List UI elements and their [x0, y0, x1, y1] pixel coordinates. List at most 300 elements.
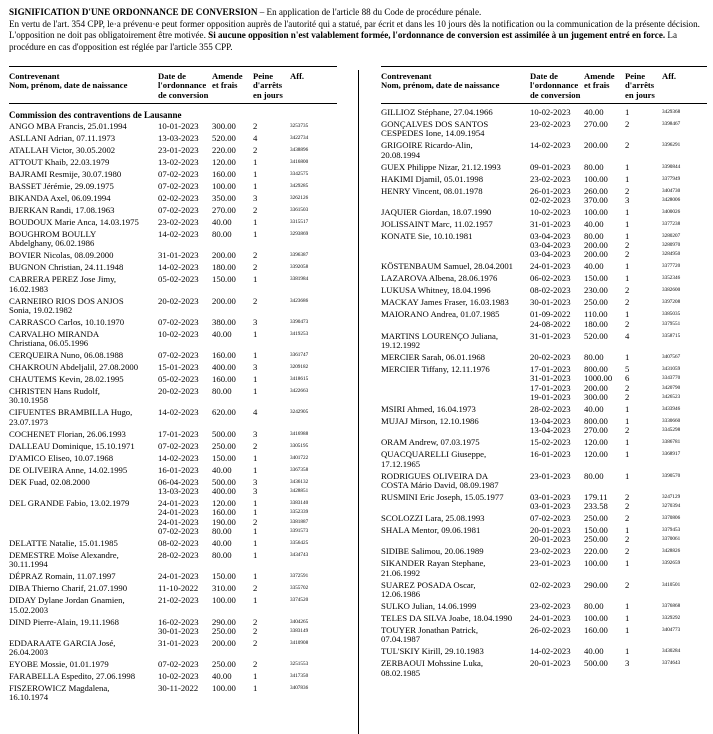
- detention-days: 3: [253, 486, 258, 497]
- fine-amount: 500.00: [584, 658, 608, 669]
- case-number: 3352346: [662, 275, 681, 282]
- fine-amount: 200.00: [212, 250, 236, 261]
- order-date: 20-01-2023: [530, 534, 571, 545]
- offender-name: [9, 387, 100, 406]
- offender-name-line: DEMESTRE Moïse Alexandre,: [9, 549, 119, 560]
- case-number: 3329292: [662, 615, 681, 622]
- case-number: 3396291: [662, 142, 681, 149]
- detention-days: 1: [253, 571, 258, 582]
- case-number: 3242905: [290, 409, 309, 416]
- order-date: 16-01-2023: [158, 464, 199, 475]
- offender-name-line: CHAKROUN Abdeljalil, 27.08.2000: [9, 362, 139, 373]
- case-number: 3382600: [662, 287, 681, 294]
- offender-name: [381, 547, 484, 556]
- offender-name: [9, 122, 127, 131]
- fine-amount: 500.00: [212, 428, 236, 439]
- detention-days: 1: [625, 403, 630, 414]
- detention-days: 2: [625, 249, 630, 260]
- entry-row: [9, 275, 337, 296]
- detention-days: 2: [625, 119, 630, 129]
- header-days: Peine d'arrêts en jours: [625, 71, 655, 100]
- detention-days: 1: [253, 374, 258, 385]
- entry-row: [381, 559, 707, 580]
- offender-name-line: COCHENET Florian, 26.06.1993: [9, 428, 126, 439]
- fine-amount: 300.00: [212, 121, 236, 131]
- header-name: Contrevenant Nom, prénom, date de naissance: [9, 71, 128, 91]
- offender-name: [381, 450, 486, 469]
- fine-amount: 400.00: [212, 362, 236, 373]
- order-date: 03-04-2023: [530, 240, 571, 251]
- entry-row: [9, 430, 337, 442]
- header-days: Peine d'arrêts en jours: [253, 71, 283, 100]
- case-number: 3428826: [662, 548, 681, 555]
- case-number: 3434743: [290, 551, 309, 558]
- case-number: 3381984: [290, 276, 309, 283]
- fine-amount: 100.00: [212, 181, 236, 191]
- offender-name-line: DÉPRAZ Romain, 11.07.1997: [9, 571, 116, 582]
- offender-name-line: DALLEAU Dominique, 15.10.1971: [9, 440, 135, 451]
- case-number: 3400026: [662, 208, 681, 215]
- offender-name-line: ORAM Andrew, 07.03.1975: [381, 437, 480, 448]
- detention-days: 1: [625, 558, 630, 569]
- entry-row: [381, 232, 707, 263]
- offender-name: [381, 417, 479, 426]
- offender-name-line: ATTOUT Khaib, 22.03.1979: [9, 157, 110, 167]
- entry-row: [381, 163, 707, 175]
- fine-amount: 230.00: [584, 285, 608, 296]
- case-number: 3416800: [290, 159, 309, 165]
- entry-row: [9, 330, 337, 351]
- case-number: 3356425: [290, 539, 309, 546]
- offender-name-line: ASLLANI Adrian, 07.11.1973: [9, 133, 116, 143]
- offender-name-line: ATALLAH Victor, 30.05.2002: [9, 145, 116, 155]
- case-number: 3431059: [662, 366, 681, 373]
- fine-amount: 250.00: [584, 534, 608, 545]
- fine-amount: 200.00: [584, 240, 608, 251]
- detention-days: 2: [625, 140, 630, 151]
- order-date: 30-01-2023: [158, 625, 199, 636]
- fine-amount: 40.00: [584, 261, 604, 272]
- case-number: 3401722: [290, 454, 309, 461]
- fine-amount: 80.00: [212, 549, 232, 560]
- fine-amount: 350.00: [212, 193, 236, 203]
- entry-row: [381, 187, 707, 208]
- offender-name-line: Sonia, 19.02.1982: [9, 304, 73, 315]
- detention-days: 1: [625, 218, 630, 229]
- case-number: 3404730: [662, 187, 681, 194]
- header-aff: Aff.: [290, 71, 305, 81]
- detention-days: 2: [253, 121, 258, 131]
- case-number: 3423686: [290, 297, 309, 304]
- fine-amount: 150.00: [212, 571, 236, 582]
- entry-row: [381, 526, 707, 547]
- case-number: 3392058: [290, 264, 309, 271]
- entry-row: [381, 581, 707, 602]
- order-date: 13-02-2023: [158, 157, 199, 167]
- offender-name-line: DIBA Thierno Charif, 21.07.1990: [9, 583, 128, 594]
- case-number: 3410908: [290, 639, 309, 646]
- detention-days: 2: [253, 637, 258, 648]
- case-number: 3342575: [290, 171, 309, 177]
- offender-name: [381, 647, 484, 656]
- offender-name: [381, 365, 490, 374]
- offender-name-line: 17.12.1965: [381, 458, 421, 469]
- order-date: 09-01-2023: [530, 161, 571, 172]
- detention-days: 1: [625, 161, 630, 172]
- case-number: 3253735: [290, 123, 309, 129]
- case-number: 3429368: [662, 109, 681, 115]
- offender-name: [381, 141, 473, 160]
- offender-name: [9, 684, 109, 703]
- order-date: 20-02-2023: [158, 386, 199, 397]
- offender-name: [381, 262, 513, 271]
- offender-name-line: DELATTE Natalie, 15.01.1985: [9, 537, 118, 548]
- detention-days: 1: [253, 217, 258, 227]
- order-date: 14-02-2023: [530, 140, 571, 151]
- order-date: 24-01-2023: [158, 571, 199, 582]
- case-number: 3385035: [662, 311, 681, 318]
- fine-amount: 290.00: [584, 579, 608, 590]
- offender-name-line: MAIORANO Andrea, 01.07.1985: [381, 309, 500, 320]
- detention-days: 2: [253, 616, 258, 627]
- fine-amount: 80.00: [584, 601, 604, 612]
- offender-name-line: DIND Pierre-Alain, 19.11.1968: [9, 616, 119, 627]
- case-number: 3396387: [290, 252, 309, 259]
- case-number: 3392659: [662, 560, 681, 567]
- case-number: 3379551: [662, 320, 681, 327]
- case-number: 3430284: [662, 648, 681, 655]
- offender-name-line: BUGNON Christian, 24.11.1948: [9, 262, 124, 273]
- case-number: 3377949: [662, 175, 681, 182]
- order-date: 28-02-2023: [530, 403, 571, 414]
- entry-row: [381, 417, 707, 438]
- fine-amount: 179.11: [584, 491, 608, 502]
- fine-amount: 200.00: [584, 249, 608, 260]
- detention-days: 1: [253, 386, 258, 397]
- case-number: 3209182: [290, 364, 309, 371]
- offender-name-line: 23.07.1973: [9, 416, 49, 427]
- column-separator: [358, 70, 359, 734]
- offender-name: [9, 218, 139, 227]
- offender-name: [381, 405, 476, 414]
- offender-name: [9, 275, 116, 294]
- fine-amount: 40.00: [212, 464, 232, 475]
- offender-name-line: GILLIOZ Stéphane, 27.04.1966: [381, 107, 493, 117]
- detention-days: 1: [625, 273, 630, 284]
- order-date: 07-02-2023: [158, 350, 199, 361]
- fine-amount: 80.00: [212, 525, 232, 536]
- fine-amount: 200.00: [212, 295, 236, 306]
- entry-row: [9, 596, 337, 617]
- order-date: 23-02-2023: [530, 119, 571, 129]
- order-date: 03-01-2023: [530, 491, 571, 502]
- offender-name: [381, 274, 497, 283]
- offender-name-line: FISZEROWICZ Magdalena,: [9, 683, 110, 694]
- fine-amount: 250.00: [584, 513, 608, 524]
- detention-days: 1: [253, 464, 258, 475]
- fine-amount: 40.00: [212, 328, 232, 339]
- fine-amount: 400.00: [212, 486, 236, 497]
- offender-name-line: MUJAJ Mirson, 12.10.1986: [381, 415, 479, 426]
- order-date: 17-01-2023: [530, 382, 571, 393]
- order-date: 14-02-2023: [530, 646, 571, 657]
- entry-row: [381, 472, 707, 493]
- order-date: 26-01-2023: [530, 185, 571, 196]
- order-date: 05-02-2023: [158, 274, 199, 285]
- offender-name-line: MERCIER Sarah, 06.01.1968: [381, 352, 486, 363]
- header-name: Contrevenant Nom, prénom, date de naissance: [381, 71, 500, 91]
- case-number: 3330660: [662, 417, 681, 424]
- detention-days: 2: [253, 295, 258, 306]
- case-number: 3305195: [290, 442, 309, 449]
- offender-name-line: CARVALHO MIRANDA: [9, 328, 100, 339]
- case-number: 3420790: [662, 384, 681, 391]
- fine-amount: 160.00: [584, 625, 608, 636]
- offender-name: [381, 187, 483, 196]
- order-date: 10-02-2023: [530, 206, 571, 217]
- offender-name: [9, 442, 135, 451]
- header-amount: Amende et frais: [212, 71, 243, 91]
- fine-amount: 120.00: [584, 437, 608, 448]
- offender-name: [9, 639, 115, 658]
- offender-name: [381, 626, 478, 645]
- offender-name-line: CARNEIRO RIOS DOS ANJOS: [9, 295, 124, 306]
- offender-name: [381, 286, 491, 295]
- case-number: 3390570: [662, 472, 681, 479]
- case-number: 3367358: [290, 466, 309, 473]
- order-date: 01-09-2022: [530, 309, 571, 320]
- entry-row: [9, 454, 337, 466]
- case-number: 3417350: [290, 673, 309, 680]
- header-date: Date de l'ordonnance de conversion: [158, 71, 209, 100]
- detention-days: 2: [253, 145, 258, 155]
- order-date: 06-02-2023: [530, 273, 571, 284]
- order-date: 08-02-2023: [530, 285, 571, 296]
- detention-days: 1: [253, 549, 258, 560]
- entry-row: [381, 493, 707, 514]
- offender-name-line: CESPEDES Ione, 14.09.1954: [381, 128, 485, 139]
- offender-name-line: RODRIGUES OLIVEIRA DA: [381, 470, 489, 481]
- order-date: 17-01-2023: [158, 428, 199, 439]
- offender-name: [381, 120, 488, 139]
- detention-days: 2: [253, 516, 258, 527]
- case-number: 3251553: [290, 661, 309, 668]
- order-date: 14-02-2023: [158, 407, 199, 418]
- offender-name-line: CHRISTEN Hans Rudolf,: [9, 386, 100, 397]
- case-number: 3422663: [290, 388, 309, 395]
- offender-name: [381, 438, 480, 447]
- offender-name-line: SCOLOZZI Lara, 25.08.1993: [381, 513, 485, 524]
- detention-days: 1: [625, 107, 630, 117]
- order-date: 20-02-2023: [158, 295, 199, 306]
- case-number: 3370061: [662, 536, 681, 543]
- fine-amount: 120.00: [212, 157, 236, 167]
- offender-name: [9, 263, 123, 272]
- fine-amount: 370.00: [584, 194, 608, 205]
- offender-name-line: BJERKAN Randi, 17.08.1963: [9, 205, 115, 215]
- detention-days: 1: [625, 437, 630, 448]
- fine-amount: 180.00: [584, 318, 608, 329]
- case-number: 3355702: [290, 585, 309, 592]
- offender-name-line: EDDARAATE GARCIA José,: [9, 637, 116, 648]
- offender-name: [9, 363, 138, 372]
- offender-name-line: MARTINS LOURENÇO Juliana,: [381, 330, 498, 341]
- case-number: 3436132: [290, 478, 309, 485]
- case-number: 3315517: [290, 219, 309, 225]
- case-number: 3383149: [290, 627, 309, 634]
- detention-days: 1: [625, 309, 630, 320]
- detention-days: 2: [625, 185, 630, 196]
- order-date: 13-04-2023: [530, 425, 571, 436]
- offender-name-line: KÖSTENBAUM Samuel, 28.04.2001: [381, 261, 514, 272]
- offender-name-line: TOUYER Jonathan Patrick,: [381, 625, 479, 636]
- offender-name-line: 16.10.1974: [9, 692, 49, 703]
- order-date: 30-01-2023: [530, 297, 571, 308]
- order-date: 11-10-2022: [158, 583, 199, 594]
- offender-name-line: 12.06.1986: [381, 589, 421, 600]
- offender-name: [381, 514, 485, 523]
- offender-name: [9, 351, 123, 360]
- order-date: 28-02-2023: [158, 549, 199, 560]
- order-date: 21-02-2023: [158, 595, 199, 606]
- fine-amount: 80.00: [212, 229, 232, 239]
- fine-amount: 800.00: [584, 415, 608, 426]
- offender-name-line: TUL'SKIY Kirill, 29.10.1983: [381, 646, 484, 657]
- order-date: 26-02-2023: [530, 625, 571, 636]
- detention-days: 2: [625, 285, 630, 296]
- fine-amount: 120.00: [212, 498, 236, 509]
- order-date: 03-04-2023: [530, 249, 571, 260]
- offender-name: [9, 194, 111, 203]
- case-number: 3404773: [662, 627, 681, 634]
- fine-amount: 310.00: [212, 583, 236, 594]
- order-date: 20-02-2023: [530, 352, 571, 363]
- detention-days: 1: [625, 230, 630, 241]
- offender-name-line: MSIRI Ahmed, 16.04.1973: [381, 403, 476, 414]
- section-title: Commission des contraventions de Lausanne: [9, 110, 182, 120]
- order-date: 05-02-2023: [158, 374, 199, 385]
- offender-name-line: MERCIER Tiffany, 12.11.1976: [381, 364, 490, 375]
- offender-name: [9, 134, 115, 143]
- header-aff: Aff.: [662, 71, 677, 81]
- offender-name: [381, 163, 501, 172]
- detention-days: 2: [625, 425, 630, 436]
- case-number: 3438896: [290, 147, 309, 153]
- case-number: 3247129: [662, 493, 681, 500]
- notice-body-bold: Si aucune opposition n'est valablement formée, l'ordonnance de conversion est assimilée à un jugement entré en force.: [208, 30, 666, 41]
- detention-days: 1: [625, 261, 630, 272]
- fine-amount: 190.00: [212, 516, 236, 527]
- fine-amount: 40.00: [584, 403, 604, 414]
- fine-amount: 150.00: [584, 525, 608, 536]
- offender-name: [381, 298, 509, 307]
- offender-name-line: MACKAY James Fraser, 16.03.1983: [381, 297, 509, 308]
- order-date: 31-01-2023: [530, 330, 571, 341]
- notice-body: En vertu de l'art. 354 CPP, le·a prévenu·e peut former opposition auprès de l'autorité qui a statué, par écrit et dans les 10 jours dès la notification ou la communication de la présente décision. L'opposition ne doit pas obligatoirement être motivée.: [9, 18, 700, 41]
- case-number: 3433946: [662, 405, 681, 412]
- detention-days: 1: [625, 206, 630, 217]
- fine-amount: 40.00: [212, 217, 232, 227]
- fine-amount: 180.00: [212, 262, 236, 273]
- offender-name: [9, 158, 109, 167]
- offender-name: [9, 430, 126, 439]
- fine-amount: 800.00: [584, 364, 608, 375]
- order-date: 07-02-2023: [158, 205, 199, 215]
- offender-name: [9, 408, 132, 427]
- fine-amount: 160.00: [212, 169, 236, 179]
- case-number: 3390844: [662, 163, 681, 170]
- fine-amount: 620.00: [212, 407, 236, 418]
- offender-name-line: ANGO MBA Francis, 25.01.1994: [9, 121, 127, 131]
- intro-notice: [9, 7, 704, 54]
- detention-days: 2: [253, 250, 258, 261]
- offender-name-line: JAQUIER Giordan, 18.07.1990: [381, 206, 492, 217]
- detention-days: 2: [625, 391, 630, 402]
- offender-name: [9, 466, 127, 475]
- order-date: 19-01-2023: [530, 391, 571, 402]
- offender-name-line: JOLISSAINT Marc, 11.02.1957: [381, 218, 493, 229]
- entry-row: [9, 499, 337, 539]
- case-number: 3377720: [662, 263, 681, 270]
- detention-days: 2: [625, 546, 630, 557]
- table-header-right: [381, 70, 707, 104]
- detention-days: 1: [625, 646, 630, 657]
- entry-row: [9, 478, 337, 499]
- order-date: 07-02-2023: [158, 316, 199, 327]
- fine-amount: 100.00: [212, 683, 236, 694]
- order-date: 14-02-2023: [158, 452, 199, 463]
- fine-amount: 520.00: [584, 330, 608, 341]
- detention-days: 1: [625, 352, 630, 363]
- detention-days: 1: [253, 328, 258, 339]
- order-date: 20-01-2023: [530, 525, 571, 536]
- entry-row: [9, 387, 337, 408]
- header-rule-right: [381, 66, 707, 67]
- detention-days: 1: [253, 169, 258, 179]
- fine-amount: 160.00: [212, 507, 236, 518]
- offender-name: [9, 584, 127, 593]
- offender-name-line: 07.04.1987: [381, 634, 421, 645]
- detention-days: 1: [253, 274, 258, 285]
- detention-days: 2: [253, 583, 258, 594]
- case-number: 3372591: [290, 573, 309, 580]
- order-date: 06-04-2023: [158, 476, 199, 487]
- offender-name: [381, 659, 483, 678]
- order-date: 24-01-2023: [158, 507, 199, 518]
- detention-days: 1: [253, 452, 258, 463]
- detention-days: 2: [625, 579, 630, 590]
- detention-days: 1: [625, 415, 630, 426]
- detention-days: 2: [625, 318, 630, 329]
- offender-name-line: 21.06.1992: [381, 567, 421, 578]
- order-date: 03-01-2023: [530, 501, 571, 512]
- offender-name-line: SULKO Julian, 14.06.1999: [381, 601, 477, 612]
- order-date: 15-02-2023: [530, 437, 571, 448]
- order-date: 23-01-2023: [158, 145, 199, 155]
- offender-name-line: BIKANDA Axel, 06.09.1994: [9, 193, 111, 203]
- entry-row: [381, 659, 707, 680]
- offender-name-line: CERQUEIRA Nuno, 06.08.1988: [9, 350, 124, 361]
- fine-amount: 40.00: [584, 218, 604, 229]
- fine-amount: 520.00: [212, 133, 236, 143]
- detention-days: 3: [253, 193, 258, 203]
- notice-legal-ref: – En application de l'article 88 du Code de procédure pénale.: [257, 7, 482, 17]
- order-date: 10-02-2023: [158, 328, 199, 339]
- offender-name: [9, 146, 115, 155]
- fine-amount: 270.00: [584, 425, 608, 436]
- offender-name-line: COSTA Mário David, 08.09.1987: [381, 479, 499, 490]
- offender-name: [9, 230, 96, 249]
